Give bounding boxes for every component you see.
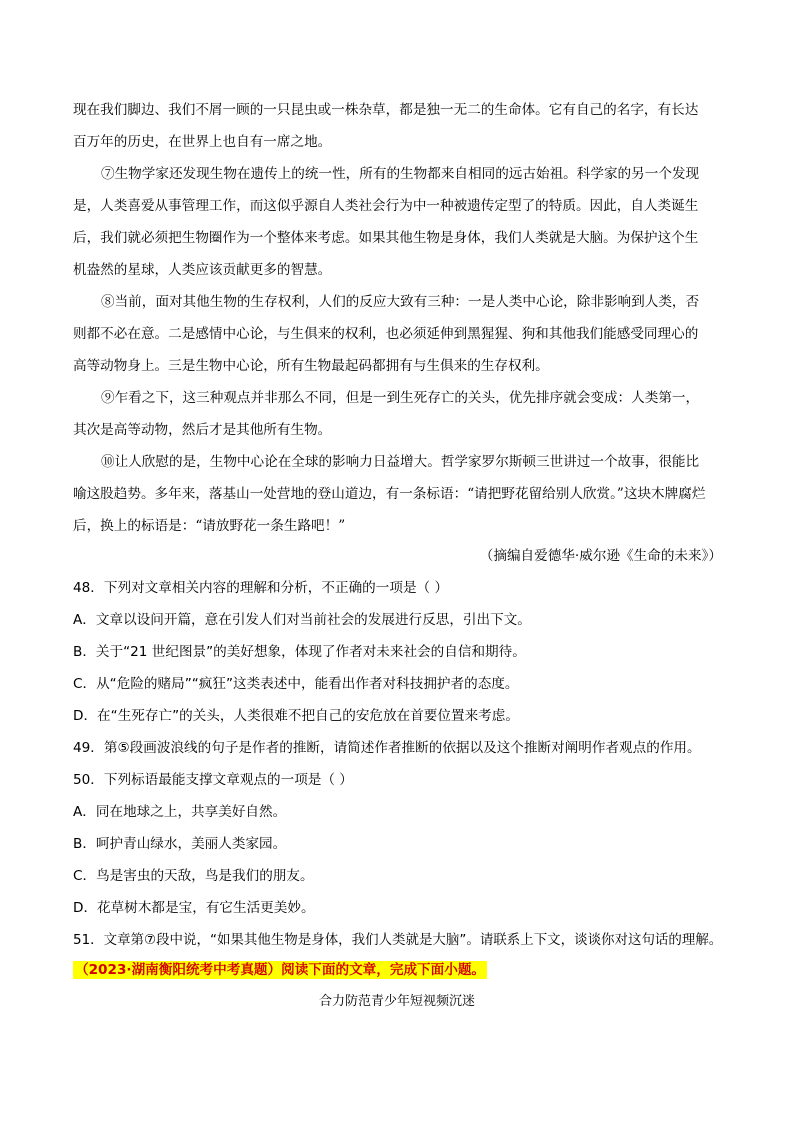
question-50-stem: 50．下列标语最能支撑文章观点的一项是（ ） [73,772,353,788]
paragraph-7-line: 是，人类喜爱从事管理工作，而这似乎源自人类社会行为中一种被遗传定型了的特质。因此，自人类诞生 [73,198,699,214]
question-48-option-a: A．文章以设问开篇，意在引发人们对当前社会的发展进行反思，引出下文。 [73,612,531,628]
paragraph-7-line: 后，我们就必须把生物圈作为一个整体来考虑。如果其他生物是身体，我们人类就是大脑。为保护这个生 [73,230,699,246]
question-48-option-b: B．关于“21 世纪图景”的美好想象，体现了作者对未来社会的自信和期待。 [73,644,526,660]
section-banner-text: （2023·湖南衡阳统考中考真题）阅读下面的文章，完成下面小题。 [75,962,486,978]
question-51: 51．文章第⑦段中说，“如果其他生物是身体，我们人类就是大脑”。请联系上下文，谈谈你对这句话的理解。 [73,932,723,948]
paragraph-10-line: 后，换上的标语是：“请放野花一条生路吧！” [73,518,346,534]
paragraph-9-line: 其次是高等动物，然后才是其他所有生物。 [73,422,332,438]
question-50-option-d: D．花草树木都是宝，有它生活更美妙。 [73,900,315,916]
question-50-option-c: C．鸟是害虫的天敌，鸟是我们的朋友。 [73,868,314,884]
paragraph-7-line: 机盎然的星球，人类应该贡献更多的智慧。 [73,262,332,278]
paragraph-10-line: 喻这股趋势。多年来，落基山一处营地的登山道边，有一条标语：“请把野花留给别人欣赏。”这块木牌腐烂 [73,486,706,502]
paragraph-9-line: ⑨乍看之下，这三种观点并非那么不同，但是一到生死存亡的关头，优先排序就会变成：人类第一， [101,390,700,406]
paragraph-8-line: ⑧当前，面对其他生物的生存权利，人们的反应大致有三种：一是人类中心论，除非影响到人类，否 [101,294,700,310]
section-banner [73,960,487,980]
paragraph-8-line: 则都不必在意。二是感情中心论，与生俱来的权利，也必须延伸到黑猩猩、狗和其他我们能感受同理心的 [73,326,699,342]
passage-line: 百万年的历史，在世界上也自有一席之地。 [73,134,332,150]
question-49: 49．第⑤段画波浪线的句子是作者的推断，请简述作者推断的依据以及这个推断对阐明作者观点的作用。 [73,740,701,756]
question-50-option-b: B．呵护青山绿水，美丽人类家园。 [73,836,287,852]
question-48-option-d: D．在“生死存亡”的关头，人类很难不把自己的安危放在首要位置来考虑。 [73,708,519,724]
question-50-option-a: A．同在地球之上，共享美好自然。 [73,804,287,820]
paragraph-8-line: 高等动物身上。三是生物中心论，所有生物最起码都拥有与生俱来的生存权利。 [73,358,549,374]
article-title: 合力防范青少年短视频沉迷 [318,994,475,1009]
paragraph-7-line: ⑦生物学家还发现生物在遗传上的统一性，所有的生物都来自相同的远古始祖。科学家的另一个发现 [101,166,700,182]
paragraph-10-line: ⑩让人欣慰的是，生物中心论在全球的影响力日益增大。哲学家罗尔斯顿三世讲过一个故事，很能比 [101,454,700,470]
passage-source: （摘编自爱德华·威尔逊《生命的未来》） [479,548,722,564]
passage-line: 现在我们脚边、我们不屑一顾的一只昆虫或一株杂草，都是独一无二的生命体。它有自己的名字，有长达 [73,102,699,118]
question-48-option-c: C．从“危险的赌局”“疯狂”这类表述中，能看出作者对科技拥护者的态度。 [73,676,519,692]
question-48-stem: 48．下列对文章相关内容的理解和分析，不正确的一项是（ ） [73,580,449,596]
